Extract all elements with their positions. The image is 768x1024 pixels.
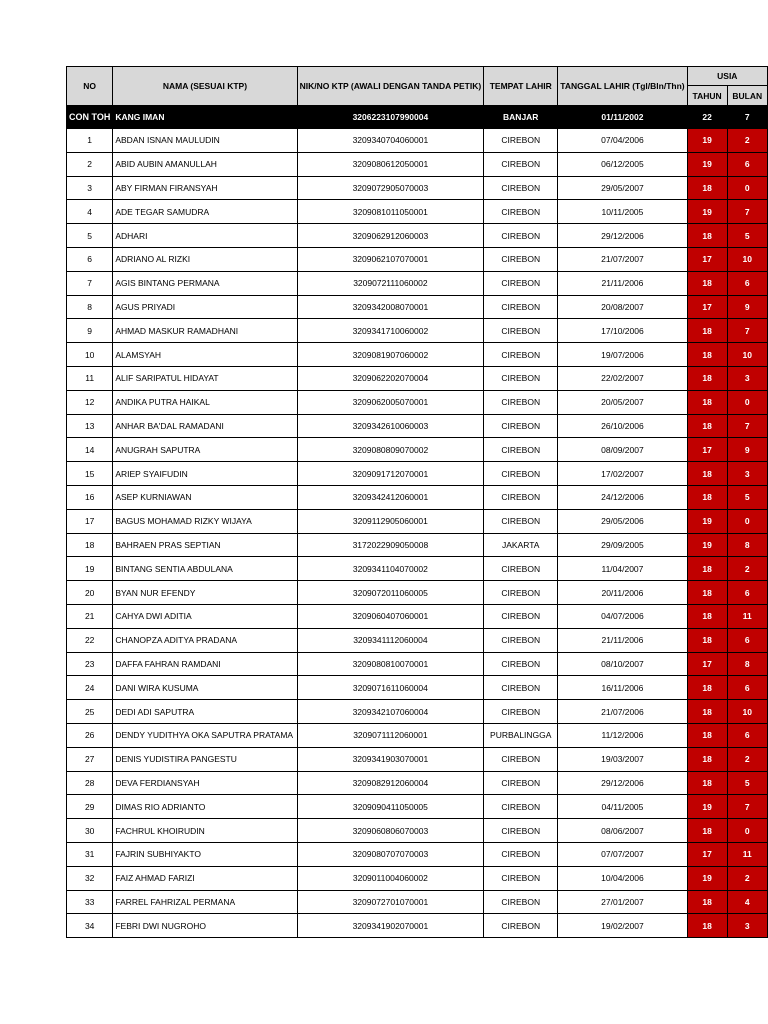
cell-bulan: 9 <box>727 438 767 462</box>
cell-tanggal-lahir: 29/05/2006 <box>558 509 687 533</box>
example-row <box>67 106 768 129</box>
table-row <box>67 414 768 438</box>
cell-nik: 3209082912060004 <box>297 771 484 795</box>
cell-bulan: 2 <box>727 747 767 771</box>
table-row <box>67 581 768 605</box>
cell-nik: 3209080810070001 <box>297 652 484 676</box>
cell-nama: DEVA FERDIANSYAH <box>113 771 297 795</box>
cell-no: 34 <box>67 914 113 938</box>
table-row <box>67 557 768 581</box>
cell-no: 9 <box>67 319 113 343</box>
cell-nama: ASEP KURNIAWAN <box>113 485 297 509</box>
cell-nik: 3209341112060004 <box>297 628 484 652</box>
cell-tanggal-lahir: 20/11/2006 <box>558 581 687 605</box>
cell-tahun: 19 <box>687 866 727 890</box>
cell-tahun: 18 <box>687 581 727 605</box>
cell-tempat-lahir: JAKARTA <box>484 533 558 557</box>
table-row <box>67 914 768 938</box>
cell-tempat-lahir: CIREBON <box>484 295 558 319</box>
cell-bulan: 3 <box>727 914 767 938</box>
cell-nik: 3172022909050008 <box>297 533 484 557</box>
cell-tanggal-lahir: 27/01/2007 <box>558 890 687 914</box>
cell-tanggal-lahir: 26/10/2006 <box>558 414 687 438</box>
cell-tahun: 19 <box>687 533 727 557</box>
cell-nama: ADE TEGAR SAMUDRA <box>113 200 297 224</box>
cell-tanggal-lahir: 07/04/2006 <box>558 129 687 153</box>
cell-nik: 3209341903070001 <box>297 747 484 771</box>
cell-tanggal-lahir: 17/02/2007 <box>558 462 687 486</box>
cell-nik: 3209072905070003 <box>297 176 484 200</box>
cell-nama: AGIS BINTANG PERMANA <box>113 271 297 295</box>
cell-tanggal-lahir: 10/11/2005 <box>558 200 687 224</box>
cell-tanggal-lahir: 20/05/2007 <box>558 390 687 414</box>
cell-tahun: 18 <box>687 557 727 581</box>
cell-no: 11 <box>67 366 113 390</box>
example-tempat: BANJAR <box>484 106 558 129</box>
cell-nama: DENIS YUDISTIRA PANGESTU <box>113 747 297 771</box>
cell-tanggal-lahir: 08/10/2007 <box>558 652 687 676</box>
cell-nama: ABY FIRMAN FIRANSYAH <box>113 176 297 200</box>
cell-tahun: 18 <box>687 747 727 771</box>
cell-bulan: 2 <box>727 866 767 890</box>
table-row <box>67 795 768 819</box>
cell-no: 4 <box>67 200 113 224</box>
cell-tempat-lahir: CIREBON <box>484 652 558 676</box>
cell-no: 17 <box>67 509 113 533</box>
cell-tahun: 17 <box>687 842 727 866</box>
header-nama: NAMA (SESUAI KTP) <box>113 67 297 106</box>
cell-tanggal-lahir: 07/07/2007 <box>558 842 687 866</box>
cell-no: 30 <box>67 819 113 843</box>
cell-tanggal-lahir: 20/08/2007 <box>558 295 687 319</box>
example-tanggal: 01/11/2002 <box>558 106 687 129</box>
cell-nama: CHANOPZA ADITYA PRADANA <box>113 628 297 652</box>
cell-tempat-lahir: CIREBON <box>484 176 558 200</box>
cell-nama: FACHRUL KHOIRUDIN <box>113 819 297 843</box>
cell-bulan: 8 <box>727 652 767 676</box>
cell-nik: 3209080612050001 <box>297 152 484 176</box>
cell-tahun: 19 <box>687 509 727 533</box>
cell-tempat-lahir: CIREBON <box>484 200 558 224</box>
cell-tahun: 17 <box>687 652 727 676</box>
cell-tanggal-lahir: 21/11/2006 <box>558 271 687 295</box>
cell-no: 6 <box>67 247 113 271</box>
header-tempat-lahir: TEMPAT LAHIR <box>484 67 558 106</box>
cell-bulan: 7 <box>727 414 767 438</box>
cell-no: 8 <box>67 295 113 319</box>
cell-nik: 3209072701070001 <box>297 890 484 914</box>
cell-tanggal-lahir: 29/05/2007 <box>558 176 687 200</box>
cell-tahun: 19 <box>687 200 727 224</box>
cell-nama: ABID AUBIN AMANULLAH <box>113 152 297 176</box>
cell-nama: FARREL FAHRIZAL PERMANA <box>113 890 297 914</box>
cell-bulan: 2 <box>727 557 767 581</box>
cell-tanggal-lahir: 19/03/2007 <box>558 747 687 771</box>
cell-nik: 3209062005070001 <box>297 390 484 414</box>
cell-no: 22 <box>67 628 113 652</box>
cell-nama: ALAMSYAH <box>113 343 297 367</box>
cell-nik: 3209080707070003 <box>297 842 484 866</box>
cell-tanggal-lahir: 21/07/2007 <box>558 247 687 271</box>
example-bulan: 7 <box>727 106 767 129</box>
example-nama: KANG IMAN <box>113 106 297 129</box>
cell-tanggal-lahir: 29/12/2006 <box>558 224 687 248</box>
cell-tempat-lahir: CIREBON <box>484 485 558 509</box>
cell-nik: 3209112905060001 <box>297 509 484 533</box>
cell-tanggal-lahir: 29/12/2006 <box>558 771 687 795</box>
table-row <box>67 129 768 153</box>
cell-tempat-lahir: CIREBON <box>484 438 558 462</box>
cell-no: 27 <box>67 747 113 771</box>
cell-nama: FAJRIN SUBHIYAKTO <box>113 842 297 866</box>
cell-nik: 3209081011050001 <box>297 200 484 224</box>
cell-nik: 3209072111060002 <box>297 271 484 295</box>
cell-tahun: 19 <box>687 795 727 819</box>
cell-bulan: 3 <box>727 366 767 390</box>
cell-bulan: 10 <box>727 700 767 724</box>
cell-tempat-lahir: CIREBON <box>484 247 558 271</box>
example-no: CON TOH <box>67 106 113 129</box>
cell-tempat-lahir: CIREBON <box>484 366 558 390</box>
cell-tanggal-lahir: 21/07/2006 <box>558 700 687 724</box>
cell-tahun: 18 <box>687 414 727 438</box>
cell-nama: DIMAS RIO ADRIANTO <box>113 795 297 819</box>
cell-nama: DEDI ADI SAPUTRA <box>113 700 297 724</box>
cell-tanggal-lahir: 19/07/2006 <box>558 343 687 367</box>
cell-tanggal-lahir: 11/12/2006 <box>558 723 687 747</box>
cell-nik: 3209091712070001 <box>297 462 484 486</box>
table-row <box>67 771 768 795</box>
cell-tempat-lahir: CIREBON <box>484 914 558 938</box>
cell-no: 32 <box>67 866 113 890</box>
cell-tempat-lahir: CIREBON <box>484 271 558 295</box>
table-row <box>67 485 768 509</box>
cell-tahun: 17 <box>687 438 727 462</box>
cell-tahun: 19 <box>687 129 727 153</box>
cell-tempat-lahir: CIREBON <box>484 557 558 581</box>
cell-nama: BYAN NUR EFENDY <box>113 581 297 605</box>
cell-tahun: 18 <box>687 485 727 509</box>
cell-nik: 3209011004060002 <box>297 866 484 890</box>
cell-tanggal-lahir: 29/09/2005 <box>558 533 687 557</box>
cell-nik: 3209341902070001 <box>297 914 484 938</box>
cell-no: 20 <box>67 581 113 605</box>
table-row <box>67 247 768 271</box>
cell-no: 14 <box>67 438 113 462</box>
table-row <box>67 366 768 390</box>
table-row <box>67 200 768 224</box>
cell-tempat-lahir: CIREBON <box>484 414 558 438</box>
cell-tempat-lahir: CIREBON <box>484 224 558 248</box>
cell-tanggal-lahir: 17/10/2006 <box>558 319 687 343</box>
cell-tahun: 17 <box>687 295 727 319</box>
cell-nik: 3209071112060001 <box>297 723 484 747</box>
cell-tahun: 18 <box>687 366 727 390</box>
cell-nama: ALIF SARIPATUL HIDAYAT <box>113 366 297 390</box>
cell-tahun: 18 <box>687 676 727 700</box>
header-no: NO <box>67 67 113 106</box>
cell-no: 3 <box>67 176 113 200</box>
cell-nama: CAHYA DWI ADITIA <box>113 604 297 628</box>
cell-nik: 3209342610060003 <box>297 414 484 438</box>
table-row <box>67 319 768 343</box>
cell-tahun: 17 <box>687 247 727 271</box>
cell-nik: 3209062202070004 <box>297 366 484 390</box>
table-row <box>67 152 768 176</box>
table-row <box>67 509 768 533</box>
cell-bulan: 7 <box>727 319 767 343</box>
table-row <box>67 438 768 462</box>
cell-bulan: 5 <box>727 771 767 795</box>
table-row <box>67 533 768 557</box>
cell-bulan: 11 <box>727 842 767 866</box>
cell-nik: 3209090411050005 <box>297 795 484 819</box>
cell-bulan: 5 <box>727 485 767 509</box>
table-row <box>67 819 768 843</box>
table-row <box>67 890 768 914</box>
cell-tempat-lahir: CIREBON <box>484 129 558 153</box>
cell-nik: 3209081907060002 <box>297 343 484 367</box>
cell-nik: 3209342107060004 <box>297 700 484 724</box>
cell-bulan: 4 <box>727 890 767 914</box>
cell-tahun: 18 <box>687 319 727 343</box>
example-tahun: 22 <box>687 106 727 129</box>
cell-bulan: 10 <box>727 343 767 367</box>
cell-tempat-lahir: CIREBON <box>484 390 558 414</box>
cell-no: 31 <box>67 842 113 866</box>
cell-tempat-lahir: CIREBON <box>484 152 558 176</box>
cell-nama: ABDAN ISNAN MAULUDIN <box>113 129 297 153</box>
cell-tahun: 18 <box>687 462 727 486</box>
cell-tahun: 18 <box>687 890 727 914</box>
cell-tahun: 18 <box>687 914 727 938</box>
cell-tempat-lahir: CIREBON <box>484 842 558 866</box>
cell-tanggal-lahir: 08/09/2007 <box>558 438 687 462</box>
cell-bulan: 5 <box>727 224 767 248</box>
cell-nik: 3209342008070001 <box>297 295 484 319</box>
table-row <box>67 700 768 724</box>
cell-tempat-lahir: CIREBON <box>484 866 558 890</box>
header-nik: NIK/NO KTP (AWALI DENGAN TANDA PETIK) <box>297 67 484 106</box>
cell-nama: BAHRAEN PRAS SEPTIAN <box>113 533 297 557</box>
cell-nik: 3209341104070002 <box>297 557 484 581</box>
cell-tempat-lahir: CIREBON <box>484 462 558 486</box>
cell-bulan: 6 <box>727 628 767 652</box>
table-body <box>67 106 768 938</box>
cell-tempat-lahir: CIREBON <box>484 819 558 843</box>
cell-tempat-lahir: CIREBON <box>484 700 558 724</box>
cell-nama: ANHAR BA'DAL RAMADANI <box>113 414 297 438</box>
cell-tempat-lahir: PURBALINGGA <box>484 723 558 747</box>
cell-bulan: 9 <box>727 295 767 319</box>
cell-tahun: 18 <box>687 271 727 295</box>
cell-nama: AHMAD MASKUR RAMADHANI <box>113 319 297 343</box>
cell-tempat-lahir: CIREBON <box>484 676 558 700</box>
cell-tempat-lahir: CIREBON <box>484 628 558 652</box>
cell-no: 26 <box>67 723 113 747</box>
table-row <box>67 295 768 319</box>
cell-nama: BAGUS MOHAMAD RIZKY WIJAYA <box>113 509 297 533</box>
cell-tanggal-lahir: 11/04/2007 <box>558 557 687 581</box>
cell-no: 18 <box>67 533 113 557</box>
cell-no: 19 <box>67 557 113 581</box>
table-row <box>67 866 768 890</box>
cell-nama: AGUS PRIYADI <box>113 295 297 319</box>
cell-no: 1 <box>67 129 113 153</box>
cell-bulan: 0 <box>727 176 767 200</box>
cell-no: 5 <box>67 224 113 248</box>
cell-bulan: 0 <box>727 390 767 414</box>
cell-tanggal-lahir: 22/02/2007 <box>558 366 687 390</box>
table-row <box>67 271 768 295</box>
cell-nama: ANUGRAH SAPUTRA <box>113 438 297 462</box>
table-row <box>67 747 768 771</box>
student-age-table <box>66 66 768 938</box>
cell-bulan: 7 <box>727 200 767 224</box>
cell-nik: 3209340704060001 <box>297 129 484 153</box>
cell-tahun: 19 <box>687 152 727 176</box>
cell-tempat-lahir: CIREBON <box>484 890 558 914</box>
cell-nama: DENDY YUDITHYA OKA SAPUTRA PRATAMA <box>113 723 297 747</box>
cell-tempat-lahir: CIREBON <box>484 604 558 628</box>
cell-tanggal-lahir: 04/11/2005 <box>558 795 687 819</box>
cell-nama: ARIEP SYAIFUDIN <box>113 462 297 486</box>
cell-no: 16 <box>67 485 113 509</box>
cell-no: 2 <box>67 152 113 176</box>
cell-tempat-lahir: CIREBON <box>484 795 558 819</box>
table-row <box>67 628 768 652</box>
cell-tempat-lahir: CIREBON <box>484 319 558 343</box>
cell-no: 25 <box>67 700 113 724</box>
cell-no: 12 <box>67 390 113 414</box>
cell-nama: DAFFA FAHRAN RAMDANI <box>113 652 297 676</box>
table-row <box>67 723 768 747</box>
cell-no: 15 <box>67 462 113 486</box>
header-usia: USIA <box>687 67 767 86</box>
cell-tempat-lahir: CIREBON <box>484 581 558 605</box>
cell-bulan: 6 <box>727 581 767 605</box>
cell-no: 21 <box>67 604 113 628</box>
cell-tanggal-lahir: 19/02/2007 <box>558 914 687 938</box>
cell-tanggal-lahir: 10/04/2006 <box>558 866 687 890</box>
cell-tanggal-lahir: 06/12/2005 <box>558 152 687 176</box>
cell-no: 23 <box>67 652 113 676</box>
cell-bulan: 7 <box>727 795 767 819</box>
cell-tahun: 18 <box>687 390 727 414</box>
cell-bulan: 0 <box>727 509 767 533</box>
cell-tahun: 18 <box>687 771 727 795</box>
cell-nama: ANDIKA PUTRA HAIKAL <box>113 390 297 414</box>
header-bulan: BULAN <box>727 86 767 106</box>
cell-nama: DANI WIRA KUSUMA <box>113 676 297 700</box>
cell-tanggal-lahir: 08/06/2007 <box>558 819 687 843</box>
cell-nik: 3209342412060001 <box>297 485 484 509</box>
cell-bulan: 2 <box>727 129 767 153</box>
cell-nama: ADRIANO AL RIZKI <box>113 247 297 271</box>
cell-tempat-lahir: CIREBON <box>484 343 558 367</box>
table-row <box>67 604 768 628</box>
cell-tahun: 18 <box>687 176 727 200</box>
cell-tahun: 18 <box>687 628 727 652</box>
cell-tanggal-lahir: 04/07/2006 <box>558 604 687 628</box>
cell-tanggal-lahir: 16/11/2006 <box>558 676 687 700</box>
cell-no: 10 <box>67 343 113 367</box>
cell-tahun: 18 <box>687 723 727 747</box>
cell-nama: ADHARI <box>113 224 297 248</box>
cell-bulan: 11 <box>727 604 767 628</box>
cell-no: 29 <box>67 795 113 819</box>
table-row <box>67 462 768 486</box>
cell-no: 28 <box>67 771 113 795</box>
cell-nik: 3209062912060003 <box>297 224 484 248</box>
table-row <box>67 390 768 414</box>
cell-no: 24 <box>67 676 113 700</box>
cell-tanggal-lahir: 21/11/2006 <box>558 628 687 652</box>
table-row <box>67 676 768 700</box>
cell-bulan: 10 <box>727 247 767 271</box>
cell-bulan: 6 <box>727 152 767 176</box>
cell-tempat-lahir: CIREBON <box>484 747 558 771</box>
cell-tanggal-lahir: 24/12/2006 <box>558 485 687 509</box>
cell-nik: 3209072011060005 <box>297 581 484 605</box>
example-nik: 3206223107990004 <box>297 106 484 129</box>
cell-nik: 3209062107070001 <box>297 247 484 271</box>
table-row <box>67 343 768 367</box>
cell-no: 7 <box>67 271 113 295</box>
cell-tahun: 18 <box>687 819 727 843</box>
cell-nik: 3209060806070003 <box>297 819 484 843</box>
cell-no: 13 <box>67 414 113 438</box>
cell-tahun: 18 <box>687 604 727 628</box>
cell-nama: FEBRI DWI NUGROHO <box>113 914 297 938</box>
table-row <box>67 842 768 866</box>
cell-tahun: 18 <box>687 343 727 367</box>
cell-tahun: 18 <box>687 224 727 248</box>
cell-nama: FAIZ AHMAD FARIZI <box>113 866 297 890</box>
cell-tahun: 18 <box>687 700 727 724</box>
cell-nama: BINTANG SENTIA ABDULANA <box>113 557 297 581</box>
cell-bulan: 6 <box>727 271 767 295</box>
cell-bulan: 3 <box>727 462 767 486</box>
cell-nik: 3209071611060004 <box>297 676 484 700</box>
cell-bulan: 6 <box>727 723 767 747</box>
table-row <box>67 176 768 200</box>
header-tanggal-lahir: TANGGAL LAHIR (Tgl/Bln/Thn) <box>558 67 687 106</box>
table-header <box>67 67 768 106</box>
table-row <box>67 224 768 248</box>
cell-nik: 3209060407060001 <box>297 604 484 628</box>
cell-bulan: 8 <box>727 533 767 557</box>
cell-tempat-lahir: CIREBON <box>484 771 558 795</box>
table-row <box>67 652 768 676</box>
cell-bulan: 6 <box>727 676 767 700</box>
cell-bulan: 0 <box>727 819 767 843</box>
cell-nik: 3209080809070002 <box>297 438 484 462</box>
header-tahun: TAHUN <box>687 86 727 106</box>
cell-nik: 3209341710060002 <box>297 319 484 343</box>
cell-no: 33 <box>67 890 113 914</box>
cell-tempat-lahir: CIREBON <box>484 509 558 533</box>
